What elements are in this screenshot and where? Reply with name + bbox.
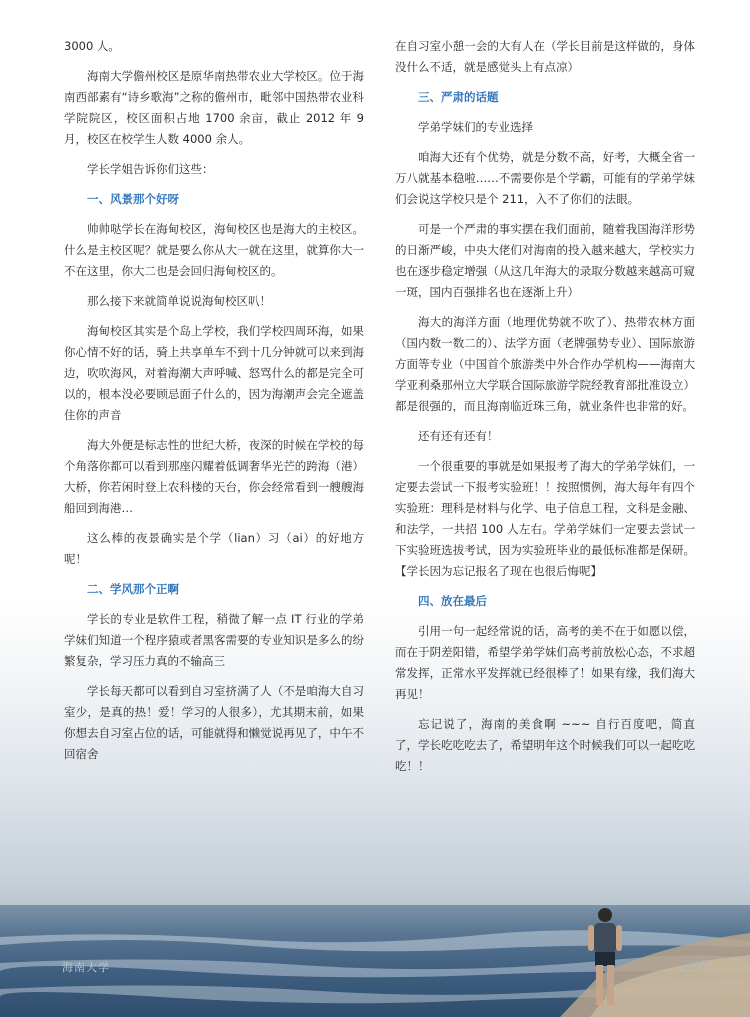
paragraph: 学长的专业是软件工程，稍微了解一点 IT 行业的学弟学妹们知道一个程序猿或者黑客需要的专业知识是多么的纷繁复杂，学习压力真的不输高三 (64, 612, 364, 668)
page-number: 297 (684, 958, 707, 972)
paragraph: 还有还有还有！ (418, 429, 499, 443)
left-column (64, 36, 364, 774)
paragraph: 一个很重要的事就是如果报考了海大的学弟学妹们，一定要去尝试一下报考实验班！！按照惯例，海大每年有四个实验班：理科是材料与化学、电子信息工程，文科是金融、和法学，一共招 100 人左右。学弟学妹们一定要去尝试一下实验班选拔考试，因为实验班毕业的最低标准都是保研。【学长因为忘记报名了现在也很后悔呢】 (395, 459, 695, 578)
paragraph: 学长每天都可以看到自习室挤满了人（不是咱海大自习室少，是真的热！爱！学习的人很多），尤其期末前，如果你想去自习室占位的话，可能就得和懒觉说再见了，中午不回宿舍 (64, 684, 364, 761)
paragraph: 那么接下来就简单说说海甸校区叭！ (87, 294, 271, 308)
section-heading: 四、放在最后 (418, 594, 487, 608)
footer-watermark: 海南大学 (62, 961, 110, 974)
paragraph: 帅帅哒学长在海甸校区，海甸校区也是海大的主校区。什么是主校区呢？就是要么你从大一就在这里，就算你大一不在这里，你大二也是会回归海甸校区的。 (64, 222, 364, 278)
paragraph: 咱海大还有个优势，就是分数不高，好考，大概全省一万八就基本稳啦……不需要你是个学霸，可能有的学弟学妹们会说这学校只是个 211，入不了你们的法眼。 (395, 150, 695, 206)
paragraph: 可是一个严肃的事实摆在我们面前，随着我国海洋形势的日渐严峻，中央大佬们对海南的投入越来越大，学校实力也在逐步稳定增强（从这几年海大的录取分数越来越高可窥一斑，国内百强排名也在逐渐上升） (395, 222, 695, 299)
paragraph: 学弟学妹们的专业选择 (418, 120, 533, 134)
right-column (395, 36, 695, 786)
paragraph: 海大外便是标志性的世纪大桥，夜深的时候在学校的每个角落你都可以看到那座闪耀着低调奢华光芒的跨海（港）大桥，你若闲时登上农科楼的天台，你会经常看到一艘艘海船回到海港… (64, 438, 364, 515)
sea-photo (0, 905, 750, 1017)
section-heading: 一、风景那个好呀 (87, 192, 179, 206)
paragraph: 这么棒的夜景确实是个学（lian）习（ai）的好地方呢！ (64, 531, 364, 566)
paragraph: 忘记说了，海南的美食啊 ~~~ 自行百度吧，简直了，学长吃吃吃去了，希望明年这个时候我们可以一起吃吃吃！！ (395, 717, 695, 773)
section-heading: 三、严肃的话题 (418, 90, 499, 104)
paragraph: 海南大学儋州校区是原华南热带农业大学校区。位于海南西部素有“诗乡歌海”之称的儋州市，毗邻中国热带农业科学院院区，校区面积占地 1700 余亩，截止 2012 年 9 月，校区在校学生人数 4000 余人。 (64, 69, 364, 146)
paragraph: 在自习室小憩一会的大有人在（学长目前是这样做的，身体没什么不适，就是感觉头上有点凉） (395, 39, 695, 74)
person-figure (580, 905, 630, 1017)
paragraph: 引用一句一起经常说的话，高考的美不在于如愿以偿，而在于阴差阳错，希望学弟学妹们高考前放松心态，不求超常发挥，正常水平发挥就已经很棒了！如果有缘，我们海大再见！ (395, 624, 695, 701)
paragraph: 3000 人。 (64, 39, 120, 53)
paragraph: 学长学姐告诉你们这些： (87, 162, 214, 176)
paragraph: 海甸校区其实是个岛上学校，我们学校四周环海，如果你心情不好的话，骑上共享单车不到十几分钟就可以来到海边，吹吹海风，对着海潮大声呼喊、怒骂什么的都是完全可以的，根本没必要顾忌面子什么的，因为海潮声会完全遮盖住你的声音 (64, 324, 364, 422)
section-heading: 二、学风那个正啊 (87, 582, 179, 596)
paragraph: 海大的海洋方面（地理优势就不吹了）、热带农林方面（国内数一数二的）、法学方面（老牌强势专业）、国际旅游方面等专业（中国首个旅游类中外合作办学机构——海南大学亚利桑那州立大学联合国际旅游学院经教育部批准设立）都是很强的，而且海南临近珠三角，就业条件也非常的好。 (395, 315, 695, 413)
